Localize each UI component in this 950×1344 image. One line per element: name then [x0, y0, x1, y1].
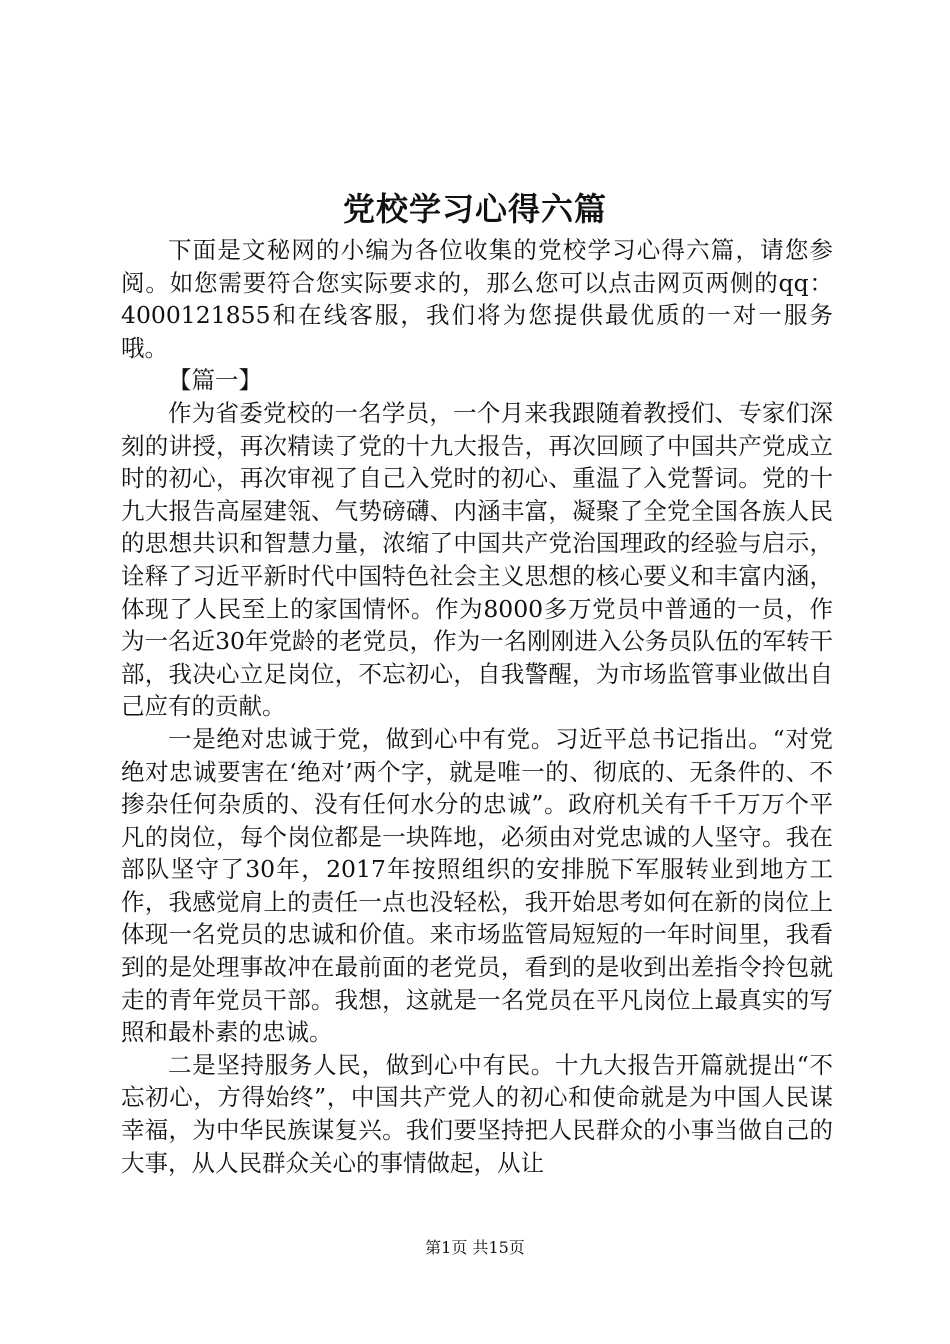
page-footer: 第1页 共15页 — [425, 1238, 525, 1257]
body-paragraph: 二是坚持服务人民，做到心中有民。十九大报告开篇就提出“不忘初心，方得始终”，中国共产党人的初心和使命就是为中国人民谋幸福，为中华民族谋复兴。我们要坚持把人民群众的小事当做自己的大事，从人民群众关心的事情做起，从让 — [121, 1050, 833, 1177]
intro-paragraph: 下面是文秘网的小编为各位收集的党校学习心得六篇，请您参阅。如您需要符合您实际要求的，那么您可以点击网页两侧的qq：4000121855和在线客服，我们将为您提供最优质的一对一服务哦。 — [121, 236, 833, 362]
body-paragraph: 一是绝对忠诚于党，做到心中有党。习近平总书记指出。“对党绝对忠诚要害在‘绝对’两个字，就是唯一的、彻底的、无条件的、不掺杂任何杂质的、没有任何水分的忠诚”。政府机关有千千万万个平凡的岗位，每个岗位都是一块阵地，必须由对党忠诚的人坚守。我在部队坚守了30年，2017年按照组织的安排脱下军服转业到地方工作，我感觉肩上的责任一点也没轻松，我开始思考如何在新的岗位上体现一名党员的忠诚和价值。来市场监管局短短的一年时间里，我看到的是处理事故冲在最前面的老党员，看到的是收到出差指令拎包就走的青年党员干部。我想，这就是一名党员在平凡岗位上最真实的写照和最朴素的忠诚。 — [121, 724, 833, 1047]
body-paragraph: 作为省委党校的一名学员，一个月来我跟随着教授们、专家们深刻的讲授，再次精读了党的十九大报告，再次回顾了中国共产党成立时的初心，再次审视了自己入党时的初心、重温了入党誓词。党的十九大报告高屋建瓴、气势磅礴、内涵丰富，凝聚了全党全国各族人民的思想共识和智慧力量，浓缩了中国共产党治国理政的经验与启示，诠释了习近平新时代中国特色社会主义思想的核心要义和丰富内涵，体现了人民至上的家国情怀。作为8000多万党员中普通的一员，作为一名近30年党龄的老党员，作为一名刚刚进入公务员队伍的军转干部，我决心立足岗位，不忘初心，自我警醒，为市场监管事业做出自己应有的贡献。 — [121, 398, 833, 721]
document-title: 党校学习心得六篇 — [342, 190, 607, 228]
document-body — [121, 234, 833, 1179]
section-heading: 【篇一】 — [168, 366, 262, 395]
